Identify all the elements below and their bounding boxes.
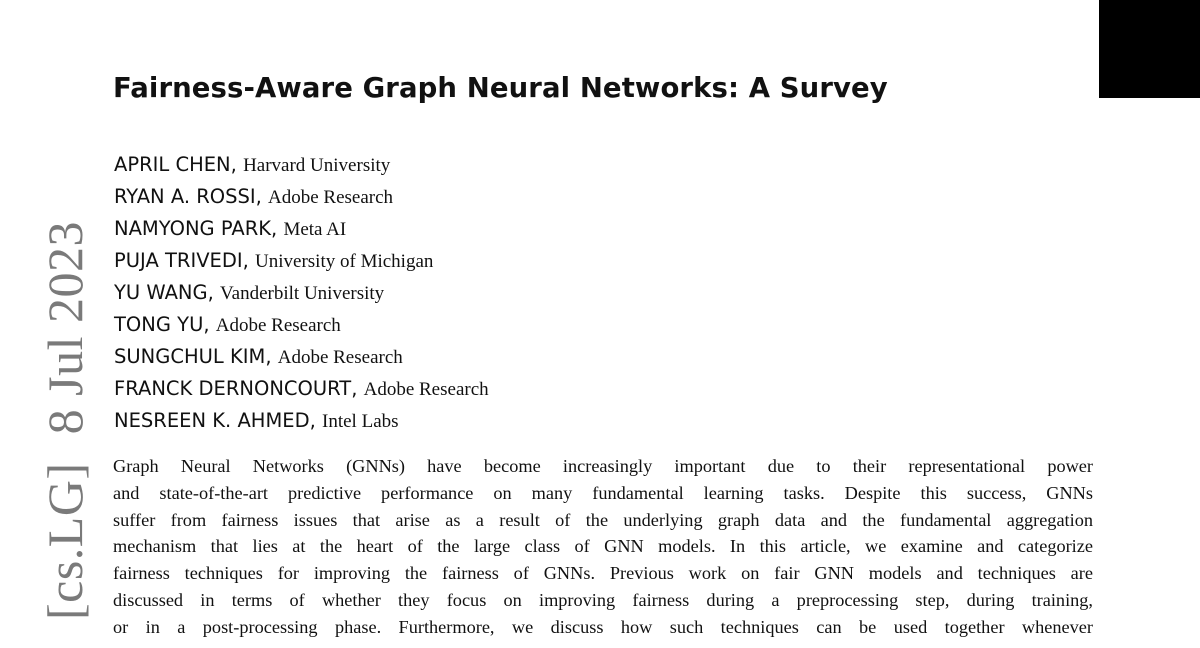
author-affiliation: Adobe Research	[277, 347, 403, 368]
author-entry	[114, 375, 489, 407]
author-entry	[114, 279, 489, 311]
author-entry	[114, 407, 489, 439]
abstract-line: and state-of-the-art predictive performance on many fundamental learning tasks. Despite this success, GNNs	[113, 482, 1093, 503]
author-name: APRIL CHEN	[114, 153, 231, 176]
author-entry	[114, 247, 489, 279]
author-affiliation: Adobe Research	[363, 379, 489, 400]
author-name: NESREEN K. AHMED	[114, 409, 310, 432]
arxiv-date: 8 Jul 2023	[37, 221, 93, 435]
author-separator: ,	[351, 377, 364, 400]
abstract-line: discussed in terms of whether they focus on improving fairness during a preprocessing step, during training,	[113, 589, 1093, 610]
author-name: TONG YU	[114, 313, 204, 336]
abstract-line: suffer from fairness issues that arise as a result of the underlying graph data and the fundamental aggregation	[113, 509, 1093, 530]
author-affiliation: University of Michigan	[255, 251, 434, 272]
author-separator: ,	[265, 345, 278, 368]
author-name: NAMYONG PARK	[114, 217, 272, 240]
author-name: SUNGCHUL KIM	[114, 345, 266, 368]
abstract-line: fairness techniques for improving the fairness of GNNs. Previous work on fair GNN models and techniques are	[113, 563, 1093, 584]
author-affiliation: Intel Labs	[322, 411, 399, 432]
author-separator: ,	[255, 185, 269, 208]
author-entry	[114, 151, 489, 183]
author-name: RYAN A. ROSSI	[114, 185, 256, 208]
author-entry	[114, 343, 489, 375]
paper-title: Fairness-Aware Graph Neural Networks: A Survey	[113, 72, 888, 104]
author-name: YU WANG	[114, 281, 208, 304]
abstract-line: or in a post-processing phase. Furthermore, we discuss how such techniques can be used together whenever	[113, 616, 1093, 637]
author-entry	[114, 183, 489, 215]
author-separator: ,	[207, 281, 221, 304]
author-list	[114, 151, 489, 439]
author-affiliation: Harvard University	[243, 155, 391, 176]
author-separator: ,	[309, 409, 323, 432]
author-affiliation: Adobe Research	[268, 187, 394, 208]
abstract-line: Graph Neural Networks (GNNs) have become increasingly important due to their representational power	[113, 456, 1093, 476]
abstract	[113, 453, 1093, 641]
author-separator: ,	[230, 153, 244, 176]
author-affiliation: Vanderbilt University	[220, 283, 385, 304]
arxiv-side-stamp	[37, 221, 93, 620]
author-separator: ,	[271, 217, 284, 240]
author-separator: ,	[242, 249, 256, 272]
author-name: PUJA TRIVEDI	[114, 249, 243, 272]
abstract-line: mechanism that lies at the heart of the large class of GNN models. In this article, we examine and categorize	[113, 536, 1093, 557]
corner-black-block	[1099, 0, 1200, 98]
author-affiliation: Meta AI	[283, 219, 347, 240]
author-name: FRANCK DERNONCOURT	[114, 377, 352, 400]
author-affiliation: Adobe Research	[215, 315, 341, 336]
author-entry	[114, 215, 489, 247]
author-entry	[114, 311, 489, 343]
author-separator: ,	[203, 313, 216, 336]
arxiv-category: [cs.LG]	[37, 462, 93, 620]
